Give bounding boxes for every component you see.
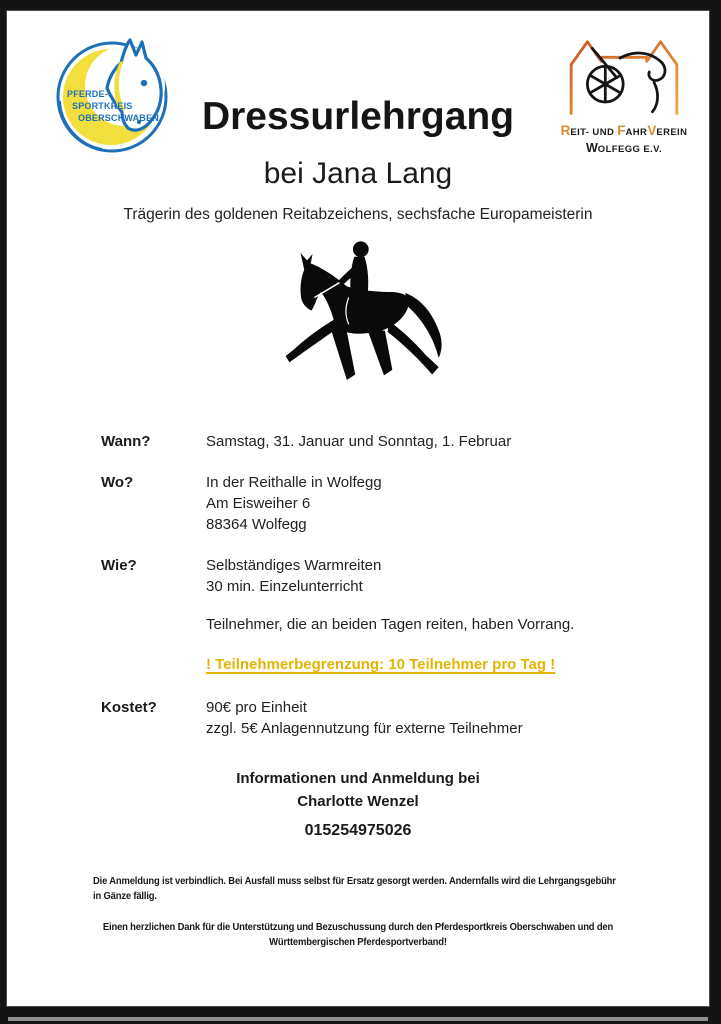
info-row-kostet (7, 699, 709, 721)
info-row-wie (7, 557, 709, 579)
page-subtitle: bei Jana Lang (263, 157, 453, 190)
info-label-kostet: Kostet? (101, 699, 157, 716)
contact-name: Charlotte Wenzel (297, 793, 419, 810)
info-row-wann (7, 433, 709, 455)
club-name-part: EREIN (656, 127, 688, 138)
info-label-wo: Wo? (101, 474, 134, 491)
logo-left-line3: OBERSCHWABEN (78, 113, 159, 123)
logo-left-line2: SPORTKREIS (72, 101, 133, 111)
info-row-wo-3 (7, 516, 709, 538)
thanks-note-line2: Württembergischen Pferdesportverband! (269, 936, 447, 948)
dressage-horse-rider-silhouette (269, 233, 473, 401)
info-row-wo-2 (7, 495, 709, 517)
info-row-wo (7, 474, 709, 496)
contact-heading: Informationen und Anmeldung bei (236, 770, 480, 787)
info-row-wie-2 (7, 578, 709, 600)
info-label-wie: Wie? (101, 557, 137, 574)
logo-left-line1: PFERDE- (67, 89, 108, 99)
limit-note-row (7, 656, 709, 678)
cancellation-note-line2: in Gänze fällig. (93, 890, 157, 902)
participant-limit-note: ! Teilnehmerbegrenzung: 10 Teilnehmer pro Tag ! (206, 656, 556, 673)
club-place (539, 140, 709, 157)
info-value-wo-1: In der Reithalle in Wolfegg (206, 474, 382, 491)
horse-rider-icon (269, 233, 473, 401)
club-name-part: EIT- UND (570, 127, 618, 138)
info-value-wie-1: Selbständiges Warmreiten (206, 557, 382, 574)
club-place-part: OLFEGG (597, 144, 644, 155)
info-value-wo-3: 88364 Wolfegg (206, 516, 307, 533)
flyer-page (6, 10, 710, 1007)
contact-phone: 015254975026 (304, 822, 412, 839)
club-name-part: F (617, 123, 626, 138)
info-value-wo-2: Am Eisweiher 6 (206, 495, 311, 512)
club-place-part: W (585, 141, 598, 155)
info-label-wann: Wann? (101, 433, 151, 450)
club-name-part: AHR (625, 127, 648, 138)
club-name-part: R (560, 123, 571, 138)
cancellation-note-line1: Die Anmeldung ist verbindlich. Bei Ausfall muss selbst für Ersatz gesorgt werden. Andernfalls wird die Lehrgangsgebühr (93, 875, 616, 887)
priority-note-row (7, 616, 709, 638)
info-value-kostet-2: zzgl. 5€ Anlagennutzung für externe Teilnehmer (206, 720, 523, 737)
thanks-note-line1: Einen herzlichen Dank für die Unterstützung und Bezuschussung durch den Pferdesportkreis Oberschwaben und den (102, 921, 614, 933)
info-value-wann: Samstag, 31. Januar und Sonntag, 1. Februar (206, 433, 512, 450)
trainer-tagline: Trägerin des goldenen Reitabzeichens, sechsfache Europameisterin (123, 206, 593, 223)
info-value-kostet-1: 90€ pro Einheit (206, 699, 307, 716)
club-place-part: E.V. (643, 144, 663, 155)
info-value-wie-2: 30 min. Einzelunterricht (206, 578, 363, 595)
page-title: Dressurlehrgang (201, 95, 515, 138)
club-name-part: V (647, 123, 657, 138)
priority-note: Teilnehmer, die an beiden Tagen reiten, haben Vorrang. (206, 616, 575, 633)
info-row-kostet-2 (7, 720, 709, 742)
next-page-edge (8, 1017, 708, 1021)
